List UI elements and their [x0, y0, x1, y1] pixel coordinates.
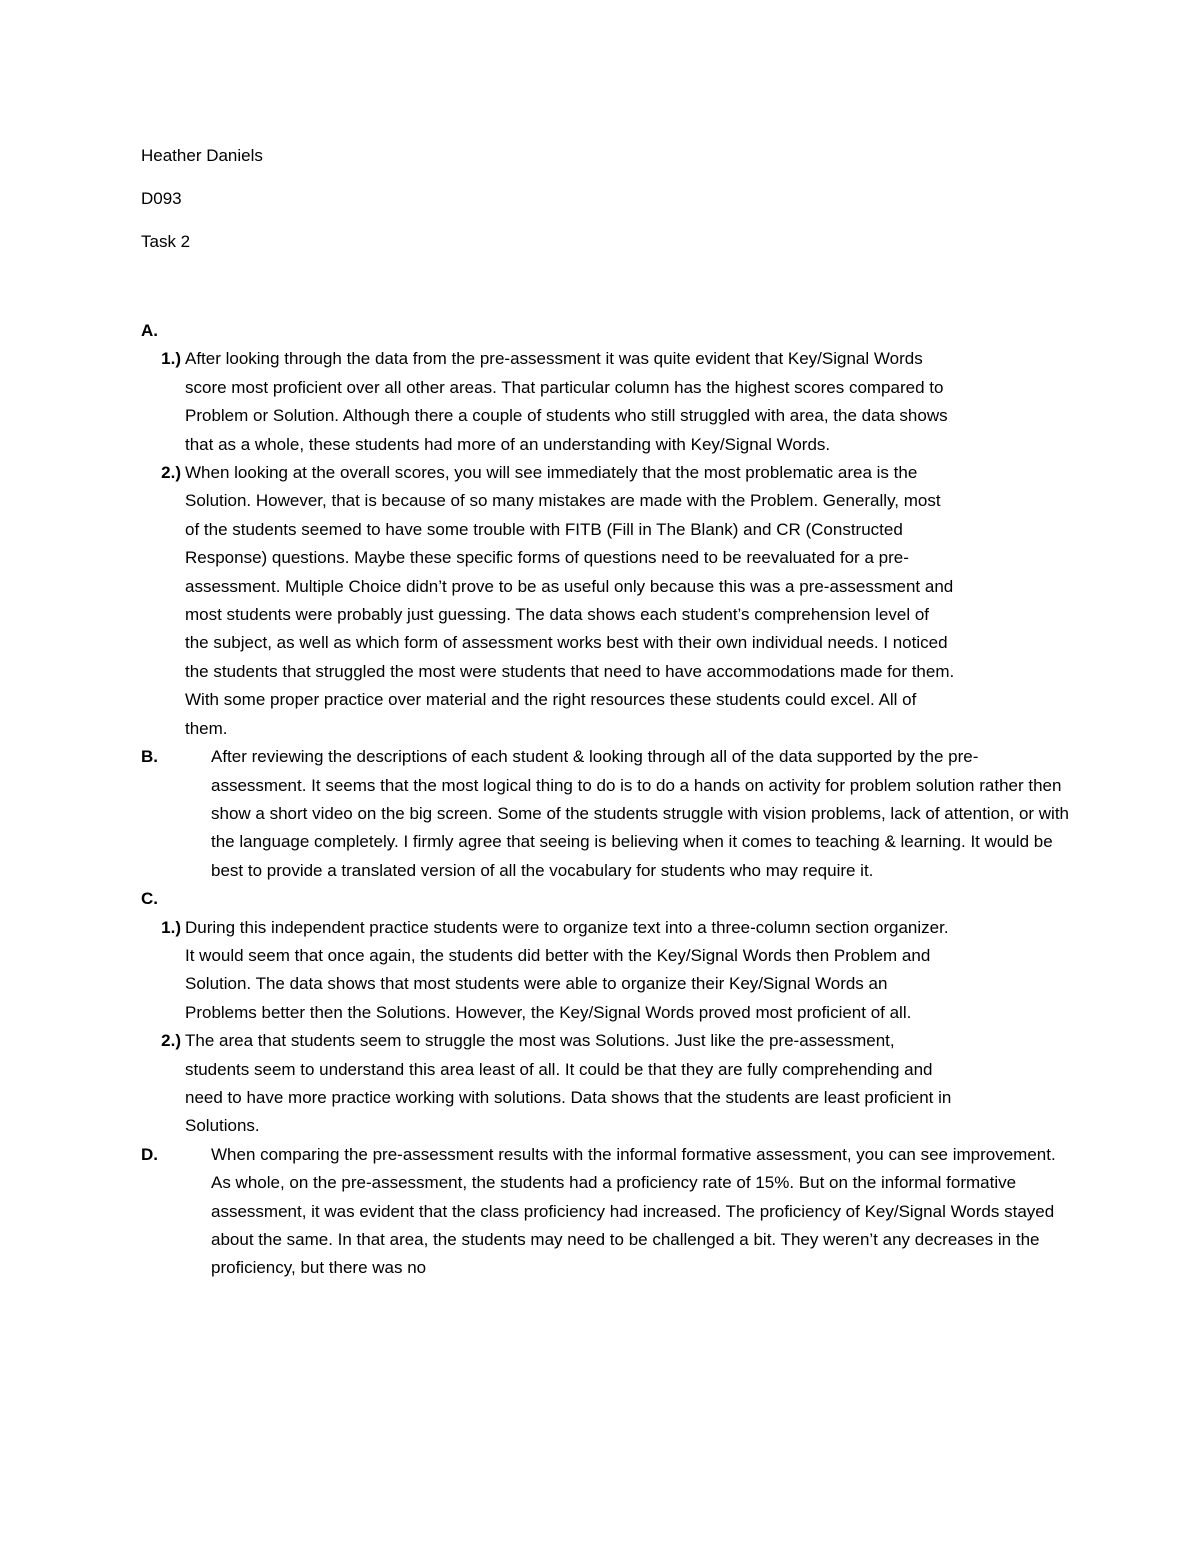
- course-code: D093: [141, 189, 182, 208]
- section-c: [141, 885, 1071, 913]
- author-name: Heather Daniels: [141, 146, 263, 165]
- section-d-text: When comparing the pre-assessment results with the informal formative assessment, you can see improvement. As whole, on the pre-assessment, the students had a proficiency rate of 15%. But on the informal formative assessment, it was evident that the class proficiency had increased. The proficiency of Key/Signal Words stayed about the same. In that area, the students may need to be challenged a bit. They weren’t any decreases in the proficiency, but there was no: [211, 1144, 1056, 1278]
- section-c-label: C.: [141, 889, 158, 909]
- task-title: Task 2: [141, 232, 191, 251]
- item-text: The area that students seem to struggle the most was Solutions. Just like the pre-assessment, students seem to understand this area least of all. It could be that they are fully comprehending and need to have more practice working with solutions. Data shows that the students are least proficient in Solutions.: [185, 1031, 952, 1136]
- section-a: [141, 317, 1071, 345]
- item-text: During this independent practice students were to organize text into a three-column section organizer. It would seem that once again, the students did better with the Key/Signal Words then Problem and Solution. The data shows that most students were able to organize their Key/Signal Words an Problems better then the Solutions. However, the Key/Signal Words proved most proficient of all.: [185, 917, 949, 1022]
- list-item: [143, 914, 1071, 1028]
- item-number: 1.): [161, 349, 181, 369]
- list-item: [143, 459, 1071, 743]
- list-item: [143, 345, 1071, 459]
- section-d: [141, 1141, 1071, 1283]
- section-a-sublist: [71, 345, 1071, 743]
- section-d-label: D.: [141, 1144, 158, 1164]
- item-number: 1.): [161, 917, 181, 937]
- item-text: When looking at the overall scores, you will see immediately that the most problematic area is the Solution. However, that is because of so many mistakes are made with the Problem. Generally, most of the students seemed to have some trouble with FITB (Fill in The Blank) and CR (Constructed Response) questions. Maybe these specific forms of questions need to be reevaluated for a pre-assessment. Multiple Choice didn’t prove to be as useful only because this was a pre-assessment and most students were probably just guessing. The data shows each student’s comprehension level of the subject, as well as which form of assessment works best with their own individual needs. I noticed the students that struggled the most were students that need to have accommodations made for them. With some proper practice over material and the right resources these students could excel. All of them.: [185, 463, 955, 738]
- list-item: [143, 1027, 1071, 1141]
- section-c-sublist: [71, 914, 1071, 1141]
- section-b-label: B.: [141, 747, 158, 767]
- outline-list: [141, 317, 1071, 1283]
- item-text: After looking through the data from the pre-assessment it was quite evident that Key/Signal Words score most proficient over all other areas. That particular column has the highest scores compared to Problem or Solution. Although there a couple of students who still struggled with area, the data shows that as a whole, these students had more of an understanding with Key/Signal Words.: [185, 349, 948, 454]
- item-number: 2.): [161, 1031, 181, 1051]
- section-b: [141, 743, 1071, 885]
- section-b-text: After reviewing the descriptions of each student & looking through all of the data supported by the pre-assessment. It seems that the most logical thing to do is to do a hands on activity for problem solution rather then show a short video on the big screen. Some of the students struggle with vision problems, lack of attention, or with the language completely. I firmly agree that seeing is believing when it comes to teaching & learning. It would be best to provide a translated version of all the vocabulary for students who may require it.: [211, 747, 1070, 880]
- section-a-label: A.: [141, 321, 158, 340]
- item-number: 2.): [161, 463, 181, 483]
